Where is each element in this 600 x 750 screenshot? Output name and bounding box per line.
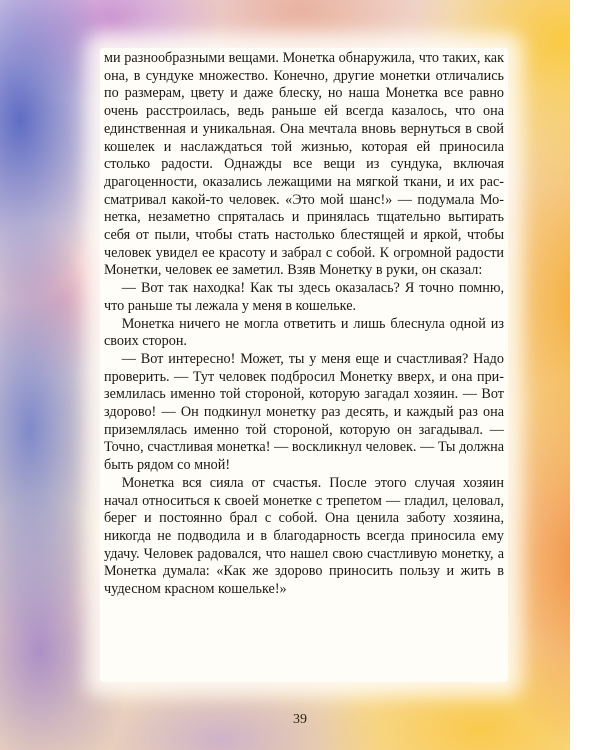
paragraph-1: ми разнообразными вещами. Монетка обнаружила, что таких, как она, в сундуке множество. Конечно, другие монетки отличались по размерам, цвету и даже блеску, но наша Монетка все равно очень расстроилась, ведь раньше ей всегда казалось, что она единственная и уникальная. Она мечтала вновь вернуться в свой кошелек и наслаждаться той жизнью, которая ей приносила столько радости. Однажды все вещи из сундука, включая драгоценности, оказались лежащими на мягкой ткани, и их рассматривал какой-то человек. «Это мой шанс!» — подумала Монетка, незаметно спряталась и принялась тщательно вытирать себя от пыли, чтобы стать настолько блестящей и яркой, чтобы человек увидел ее красоту и забрал с собой. К огромной радости Монетки, человек ее заметил. Взяв Монетку в руки, он сказал: (104, 50, 504, 279)
paragraph-5: Монетка вся сияла от счастья. После этого случая хозяин начал относиться к своей монетке с трепетом — гладил, целовал, берег и постоянно брал с собой. Она ценила заботу хозяина, никогда не подводила и в благодарность всегда приносила ему удачу. Человек радовался, что нашел свою счастливую монетку, а Монетка думала: «Как же здорово приносить пользу и жить в чудесном красном кошельке!» (104, 474, 504, 598)
story-text (104, 50, 504, 599)
page-number: 39 (293, 712, 307, 727)
page-edge (570, 0, 600, 750)
paragraph-4: — Вот интересно! Может, ты у меня еще и счастливая? Надо проверить. — Тут человек подбросил Монетку вверх, и она приземлилась именно той стороной, которую загадал хозяин. — Вот здорово! — Он подкинул монетку раз десять, и каждый раз она приземлялась именно той стороной, которую он загадывал. — Точно, счастливая монетка! — воскликнул человек. — Ты должна быть рядом со мной! (104, 350, 504, 474)
paragraph-2: — Вот так находка! Как ты здесь оказалась? Я точно помню, что раньше ты лежала у меня в кошельке. (104, 280, 504, 314)
paragraph-3: Монетка ничего не могла ответить и лишь блеснула одной из своих сторон. (104, 315, 504, 350)
